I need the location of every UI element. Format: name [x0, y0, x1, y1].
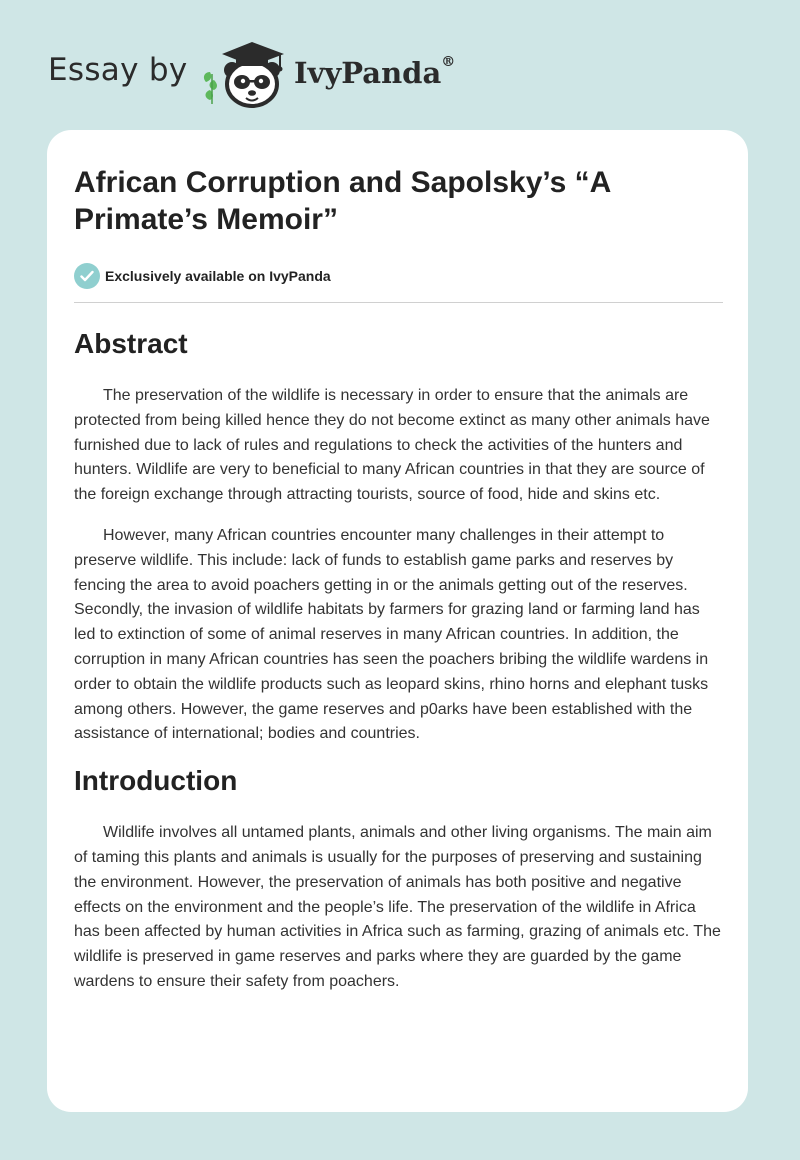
- section-heading-abstract: Abstract: [74, 328, 188, 359]
- registered-mark: ®: [441, 54, 456, 70]
- checkmark-icon: [74, 263, 100, 289]
- essay-title: African Corruption and Sapolsky’s “A Primate’s Memoir”: [74, 166, 611, 236]
- section-heading-introduction: Introduction: [74, 765, 238, 797]
- brand-name[interactable]: IvyPanda®: [294, 54, 456, 90]
- paragraph: The preservation of the wildlife is necessary in order to ensure that the animals are protected from being killed hence they do not become extinct as many other animals have furnished due to lack of rules and regulations to check the activities of the hunters and hunters. Wildlife are very to beneficial to many African countries in that they are source of the foreign exchange through attracting tourists, source of food, hide and skins etc.: [74, 387, 710, 504]
- essay-body: [74, 326, 724, 995]
- badge-text: Exclusively available on IvyPanda: [105, 268, 331, 284]
- paragraph: However, many African countries encounter many challenges in their attempt to preserve wildlife. This include: lack of funds to establish game parks and reserves by fencing the area to avoid poachers getting in or the animals getting out of the reserves. Secondly, the invasion of wildlife habitats by farmers for grazing land or farming land has led to extinction of some of animal reserves in many African countries. In addition, the corruption in many African countries has seen the poachers bribing the wildlife wardens in order to obtain the wildlife products such as leopard skins, rhino horns and elephant tusks among others. However, the game reserves and p0arks have been established with the assistance of international; bodies and countries.: [74, 526, 709, 743]
- exclusive-badge: [74, 263, 331, 289]
- divider: [74, 302, 723, 303]
- panda-graduate-icon[interactable]: [200, 34, 296, 110]
- essay-by-label: Essay by: [48, 52, 188, 88]
- essay-card: [47, 130, 748, 1112]
- paragraph: Wildlife involves all untamed plants, animals and other living organisms. The main aim of taming this plants and animals is usually for the purposes of preserving and sustaining the environment. However, the preservation of animals has both positive and negative effects on the environment and the people’s life. The preservation of the wildlife in Africa has been affected by human activities in Africa such as farming, grazing of animals etc. The wildlife is preserved in game reserves and parks where they are guarded by the game wardens to ensure their safety from poachers.: [74, 824, 721, 990]
- site-header: [48, 34, 508, 114]
